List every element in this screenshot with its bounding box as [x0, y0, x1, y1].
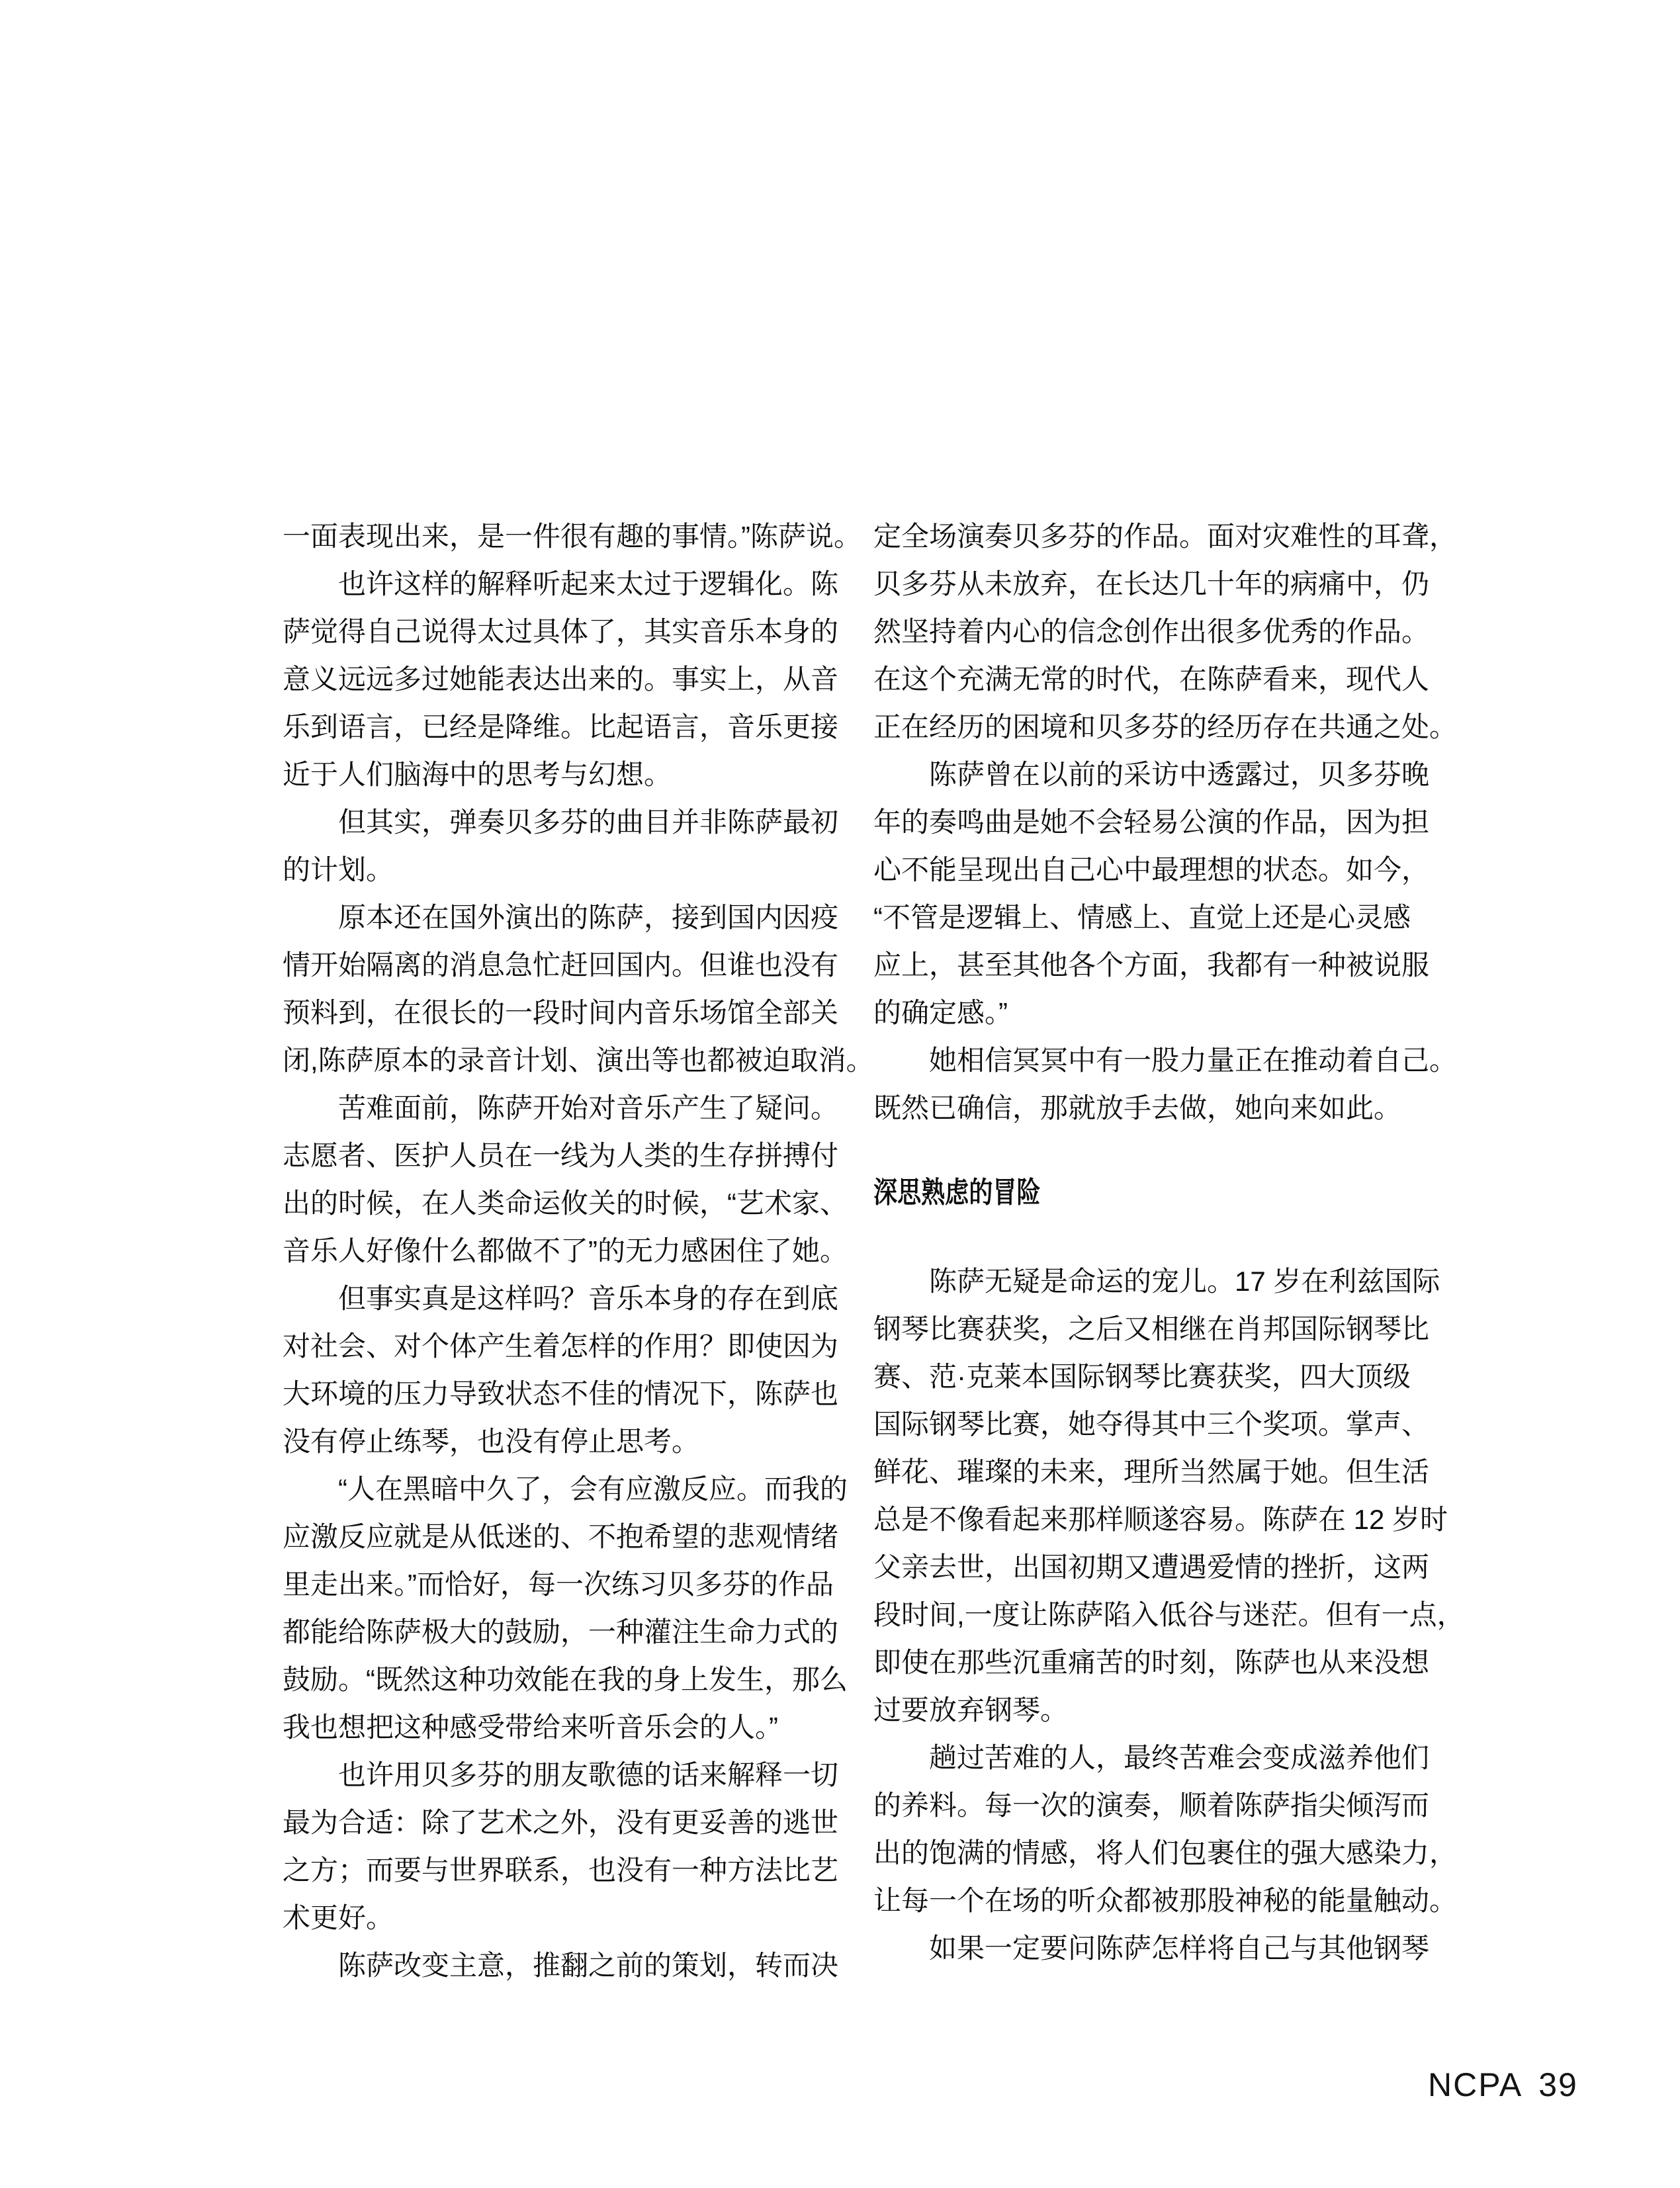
text-line: 情开始隔离的消息急忙赶回国内。但谁也没有 — [283, 949, 839, 981]
text-line: 趟过苦难的人，最终苦难会变成滋养他们 — [873, 1742, 1430, 1773]
text-line: 里走出来。”而恰好，每一次练习贝多芬的作品 — [283, 1569, 834, 1600]
page-number: 39 — [1538, 2066, 1578, 2103]
text-line: 一面表现出来，是一件很有趣的事情。”陈萨说。 — [283, 521, 862, 552]
text-line: “不管是逻辑上、情感上、直觉上还是心灵感 — [873, 902, 1411, 933]
text-line: 陈萨无疑是命运的宠儿。17 岁在利兹国际 — [873, 1266, 1440, 1297]
page-footer — [1428, 2067, 1578, 2103]
text-line: 既然已确信，那就放手去做，她向来如此。 — [873, 1092, 1402, 1123]
text-line: 赛、范·克莱本国际钢琴比赛获奖，四大顶级 — [873, 1361, 1411, 1392]
text-line: 萨觉得自己说得太过具体了，其实音乐本身的 — [283, 616, 839, 647]
text-line: 的计划。 — [283, 854, 394, 885]
text-line: 钢琴比赛获奖，之后又相继在肖邦国际钢琴比 — [873, 1313, 1430, 1344]
text-line: 国际钢琴比赛，她夺得其中三个奖项。掌声、 — [873, 1409, 1430, 1440]
text-line: 正在经历的困境和贝多芬的经历存在共通之处。 — [873, 711, 1458, 742]
text-line: 大环境的压力导致状态不佳的情况下，陈萨也 — [283, 1378, 839, 1409]
text-line: 术更好。 — [283, 1902, 394, 1933]
text-line: 段时间,一度让陈萨陷入低谷与迷茫。但有一点， — [873, 1599, 1465, 1630]
text-line: 出的时候，在人类命运攸关的时候，“艺术家、 — [283, 1188, 848, 1219]
text-line: 志愿者、医护人员在一线为人类的生存拼搏付 — [283, 1140, 839, 1171]
text-line: 鲜花、璀璨的未来，理所当然属于她。但生活 — [873, 1456, 1430, 1487]
text-line: 乐到语言，已经是降维。比起语言，音乐更接 — [283, 711, 839, 742]
text-line: 音乐人好像什么都做不了”的无力感困住了她。 — [283, 1235, 848, 1266]
right-column-text-top — [873, 513, 1458, 1132]
magazine-name: NCPA — [1428, 2066, 1523, 2103]
text-line: 预料到，在很长的一段时间内音乐场馆全部关 — [283, 997, 839, 1028]
section-heading — [873, 1169, 1431, 1217]
text-line: 也许用贝多芬的朋友歌德的话来解释一切 — [283, 1759, 839, 1790]
article-column-right — [873, 513, 1465, 1972]
text-line: 近于人们脑海中的思考与幻想。 — [283, 759, 672, 790]
text-line: 陈萨改变主意，推翻之前的策划，转而决 — [283, 1950, 839, 1981]
text-line: 贝多芬从未放弃，在长达几十年的病痛中，仍 — [873, 568, 1430, 599]
text-line: 定全场演奏贝多芬的作品。面对灾难性的耳聋， — [873, 521, 1458, 552]
text-line: 年的奏鸣曲是她不会轻易公演的作品，因为担 — [873, 807, 1430, 838]
text-line: 原本还在国外演出的陈萨，接到国内因疫 — [283, 902, 839, 933]
right-column-text-bottom — [873, 1258, 1465, 1972]
text-line: 然坚持着内心的信念创作出很多优秀的作品。 — [873, 616, 1430, 647]
text-line: 我也想把这种感受带给来听音乐会的人。” — [283, 1712, 778, 1743]
article-column-left — [283, 513, 874, 1990]
text-line: 她相信冥冥中有一股力量正在推动着自己。 — [873, 1045, 1458, 1076]
text-line: 让每一个在场的听众都被那股神秘的能量触动。 — [873, 1885, 1458, 1916]
text-line: 意义远远多过她能表达出来的。事实上，从音 — [283, 664, 839, 695]
text-line: “人在黑暗中久了，会有应激反应。而我的 — [283, 1473, 848, 1505]
text-line: 没有停止练琴，也没有停止思考。 — [283, 1426, 700, 1457]
left-column-text — [283, 513, 874, 1990]
text-line: 总是不像看起来那样顺遂容易。陈萨在 12 岁时 — [873, 1504, 1448, 1535]
text-line: 鼓励。“既然这种功效能在我的身上发生，那么 — [283, 1664, 848, 1695]
text-line: 父亲去世，出国初期又遭遇爱情的挫折，这两 — [873, 1552, 1430, 1583]
text-line: 过要放弃钢琴。 — [873, 1694, 1069, 1726]
text-line: 闭,陈萨原本的录音计划、演出等也都被迫取消。 — [283, 1045, 874, 1076]
text-line: 出的饱满的情感，将人们包裹住的强大感染力， — [873, 1837, 1458, 1868]
text-line: 如果一定要问陈萨怎样将自己与其他钢琴 — [873, 1933, 1430, 1964]
text-line: 但其实，弹奏贝多芬的曲目并非陈萨最初 — [283, 807, 839, 838]
text-line: 苦难面前，陈萨开始对音乐产生了疑问。 — [283, 1092, 839, 1123]
text-line: 的确定感。” — [873, 997, 1008, 1028]
text-line: 但事实真是这样吗？音乐本身的存在到底 — [283, 1283, 839, 1314]
text-line: 即使在那些沉重痛苦的时刻，陈萨也从来没想 — [873, 1647, 1430, 1678]
text-line: 应激反应就是从低迷的、不抱希望的悲观情绪 — [283, 1521, 839, 1552]
text-line: 最为合适：除了艺术之外，没有更妥善的逃世 — [283, 1807, 839, 1838]
section-heading-text: 深思熟虑的冒险 — [873, 1176, 1041, 1209]
text-line: 的养料。每一次的演奏，顺着陈萨指尖倾泻而 — [873, 1790, 1430, 1821]
text-line: 应上，甚至其他各个方面，我都有一种被说服 — [873, 949, 1430, 981]
text-line: 对社会、对个体产生着怎样的作用？即使因为 — [283, 1331, 839, 1362]
text-line: 心不能呈现出自己心中最理想的状态。如今， — [873, 854, 1430, 885]
text-line: 也许这样的解释听起来太过于逻辑化。陈 — [283, 568, 839, 599]
text-line: 陈萨曾在以前的采访中透露过，贝多芬晚 — [873, 759, 1430, 790]
text-line: 之方；而要与世界联系，也没有一种方法比艺 — [283, 1855, 839, 1886]
text-line: 都能给陈萨极大的鼓励，一种灌注生命力式的 — [283, 1616, 839, 1647]
text-line: 在这个充满无常的时代，在陈萨看来，现代人 — [873, 664, 1430, 695]
